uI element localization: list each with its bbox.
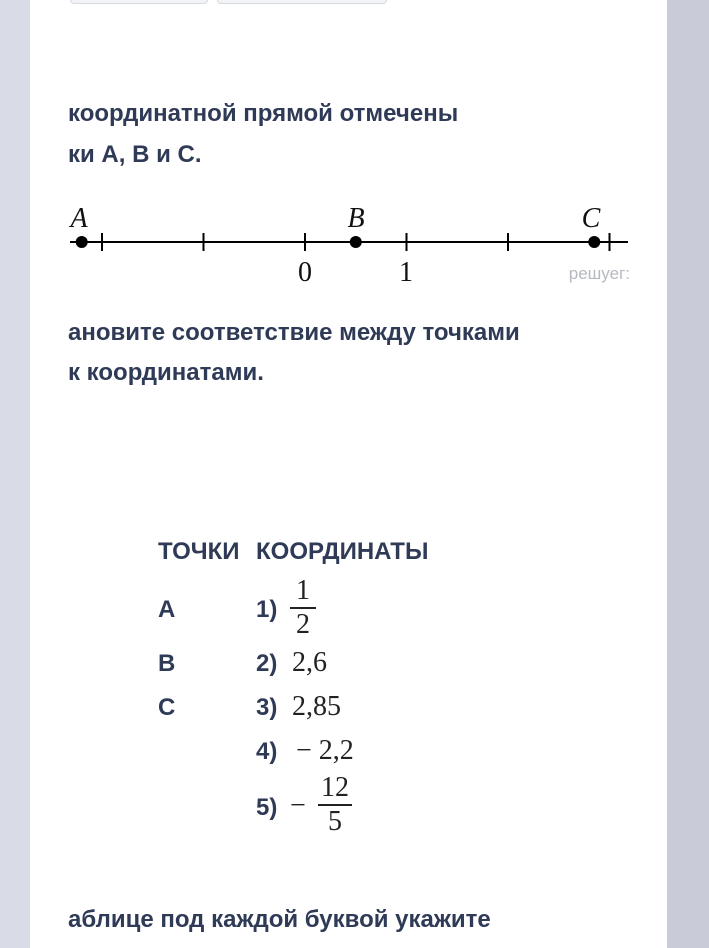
option-1-denominator: 2 <box>296 609 310 640</box>
point-marker-b <box>350 236 362 248</box>
problem-card <box>30 0 667 948</box>
option-1-numerator: 1 <box>296 575 310 606</box>
option-5-denominator: 5 <box>328 806 342 837</box>
option-3-value: 2,85 <box>292 691 341 722</box>
number-line-svg <box>30 195 667 295</box>
watermark-text: решуег: <box>568 264 630 283</box>
intro-line-2: ки А, В и С. <box>68 141 202 168</box>
footer-line-1: аблице под каждой буквой укажите <box>68 906 491 933</box>
point-label-c: C <box>581 203 601 234</box>
point-a-label: А <box>158 596 176 623</box>
intro-line-1: координатной прямой отмечены <box>68 100 459 127</box>
instruction-line-2: к координатами. <box>68 359 264 386</box>
option-3-number: 3) <box>256 694 278 721</box>
matching-table <box>30 530 667 850</box>
option-5-sign: − <box>290 790 306 821</box>
point-marker-a <box>76 236 88 248</box>
point-c-label: С <box>158 694 176 721</box>
header-coordinates: КООРДИНАТЫ <box>256 538 429 565</box>
point-label-a: A <box>70 203 88 234</box>
top-tab-button[interactable] <box>70 0 208 4</box>
option-4-value: − 2,2 <box>296 735 354 766</box>
point-label-b: B <box>347 203 365 234</box>
option-1-number: 1) <box>256 596 278 623</box>
option-2-number: 2) <box>256 650 278 677</box>
option-1-fraction <box>290 576 316 640</box>
option-4-number: 4) <box>256 738 278 765</box>
option-5-number: 5) <box>256 794 278 821</box>
option-5-numerator: 12 <box>321 772 349 803</box>
option-5-fraction <box>318 773 352 837</box>
top-tab-button[interactable] <box>217 0 387 4</box>
instruction-line-1: ановите соответствие между точками <box>68 319 520 346</box>
point-marker-c <box>588 236 600 248</box>
tick-label-one: 1 <box>399 257 413 288</box>
header-points: ТОЧКИ <box>158 538 240 565</box>
right-margin-panel <box>667 0 709 948</box>
number-line-figure <box>30 195 667 295</box>
point-b-label: В <box>158 650 176 677</box>
tick-label-zero: 0 <box>298 257 312 288</box>
option-2-value: 2,6 <box>292 647 327 678</box>
